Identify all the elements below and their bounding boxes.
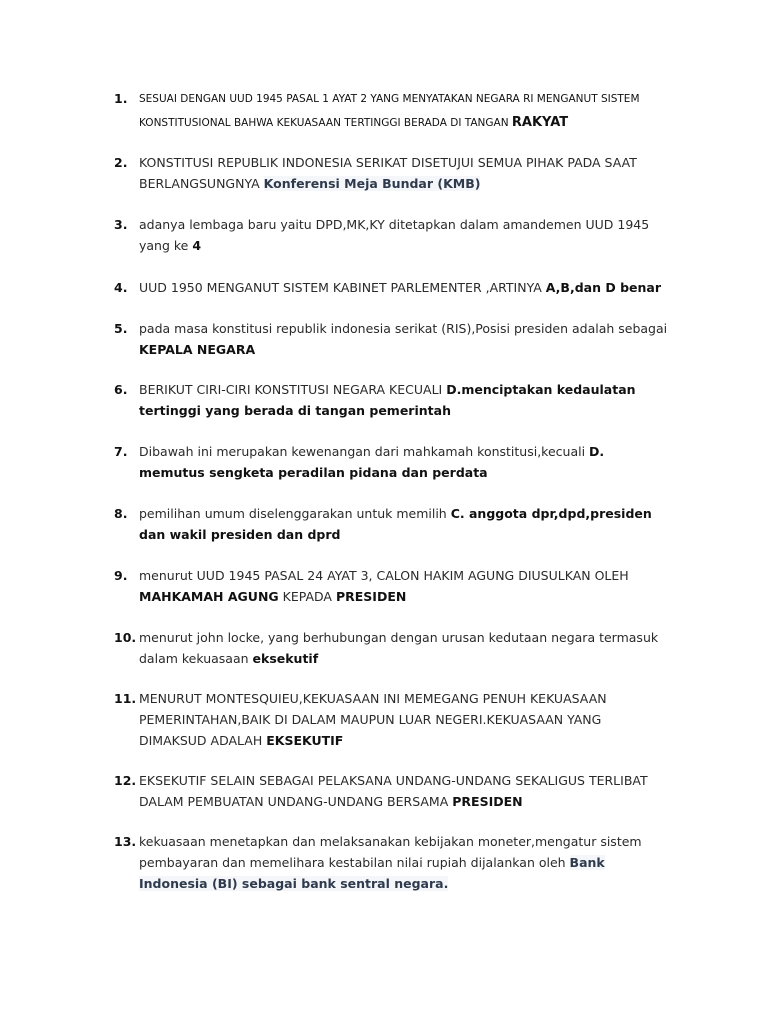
answer-text: 4 [192,238,202,253]
item-number: 5. [114,321,128,336]
item-text [139,88,669,135]
item-number: 4. [114,280,128,295]
answer-text: D. memutus sengketa peradilan pidana dan perdata [139,444,605,480]
item-number: 6. [114,382,128,397]
answer-text: RAKYAT [511,115,569,130]
item-number: 2. [114,155,128,170]
item-number: 1. [114,91,128,106]
question-text: EKSEKUTIF SELAIN SEBAGAI PELAKSANA UNDANG-UNDANG SEKALIGUS TERLIBAT DALAM PEMBUATAN UNDANG-UNDANG BERSAMA [139,773,648,809]
item-text [139,565,659,607]
item-number: 7. [114,444,128,459]
question-text: pada masa konstitusi republik indonesia serikat (RIS),Posisi presiden adalah sebagai [139,321,668,336]
item-number: 9. [114,568,128,583]
question-text: KONSTITUSI REPUBLIK INDONESIA SERIKAT DISETUJUI SEMUA PIHAK PADA SAAT BERLANGSUNGNYA [139,155,637,191]
item-text [139,379,659,421]
item-text [139,627,664,669]
item-number: 11. [114,691,137,706]
item-text [139,318,679,360]
answer-text: PRESIDEN [452,794,523,809]
item-text [139,831,674,894]
item-text [139,503,679,545]
answer-text: A,B,dan D benar [545,280,661,295]
question-text: KEPADA [278,589,336,604]
question-text: menurut john locke, yang berhubungan dengan urusan kedutaan negara termasuk dalam kekuasaan [139,630,659,666]
question-text: pemilihan umum diselenggarakan untuk memilih [139,506,451,521]
item-number: 13. [114,834,137,849]
item-number: 8. [114,506,128,521]
answer-text: Bank Indonesia (BI) sebagai bank sentral negara. [139,855,605,891]
answer-text: Konferensi Meja Bundar (KMB) [263,176,481,191]
item-number: 12. [114,773,137,788]
item-number: 3. [114,217,128,232]
item-text [139,214,679,256]
question-text: SESUAI DENGAN UUD 1945 PASAL 1 AYAT 2 YANG MENYATAKAN NEGARA RI MENGANUT SISTEM KONSTITUSIONAL BAHWA KEKUASAAN TERTINGGI BERADA DI TANGAN [139,93,640,129]
answer-text: MAHKAMAH AGUNG [139,589,279,604]
question-text: MENURUT MONTESQUIEU,KEKUASAAN INI MEMEGANG PENUH KEKUASAAN PEMERINTAHAN,BAIK DI DALAM MAUPUN LUAR NEGERI.KEKUASAAN YANG DIMAKSUD ADALAH [139,691,607,748]
question-text: adanya lembaga baru yaitu DPD,MK,KY ditetapkan dalam amandemen UUD 1945 yang ke [139,217,650,253]
answer-text: C. anggota dpr,dpd,presiden dan wakil presiden dan dprd [139,506,652,542]
answer-text: EKSEKUTIF [266,733,344,748]
item-text [139,277,699,298]
answer-text: KEPALA NEGARA [139,342,256,357]
answer-text: eksekutif [252,651,319,666]
item-text [139,152,679,194]
answer-text: PRESIDEN [335,589,407,604]
question-text: BERIKUT CIRI-CIRI KONSTITUSI NEGARA KECUALI [139,382,447,397]
question-text: UUD 1950 MENGANUT SISTEM KABINET PARLEMENTER ,ARTINYA [139,280,546,295]
question-text: kekuasaan menetapkan dan melaksanakan kebijakan moneter,mengatur sistem pembayaran dan memelihara kestabilan nilai rupiah dijalankan oleh [139,834,642,870]
item-number: 10. [114,630,137,645]
item-text [139,441,674,483]
question-text: menurut UUD 1945 PASAL 24 AYAT 3, CALON HAKIM AGUNG DIUSULKAN OLEH [139,568,629,583]
answer-text: D.menciptakan kedaulatan tertinggi yang berada di tangan pemerintah [139,382,636,418]
question-text: Dibawah ini merupakan kewenangan dari mahkamah konstitusi,kecuali [139,444,590,459]
item-text [139,770,664,812]
item-text [139,688,639,751]
